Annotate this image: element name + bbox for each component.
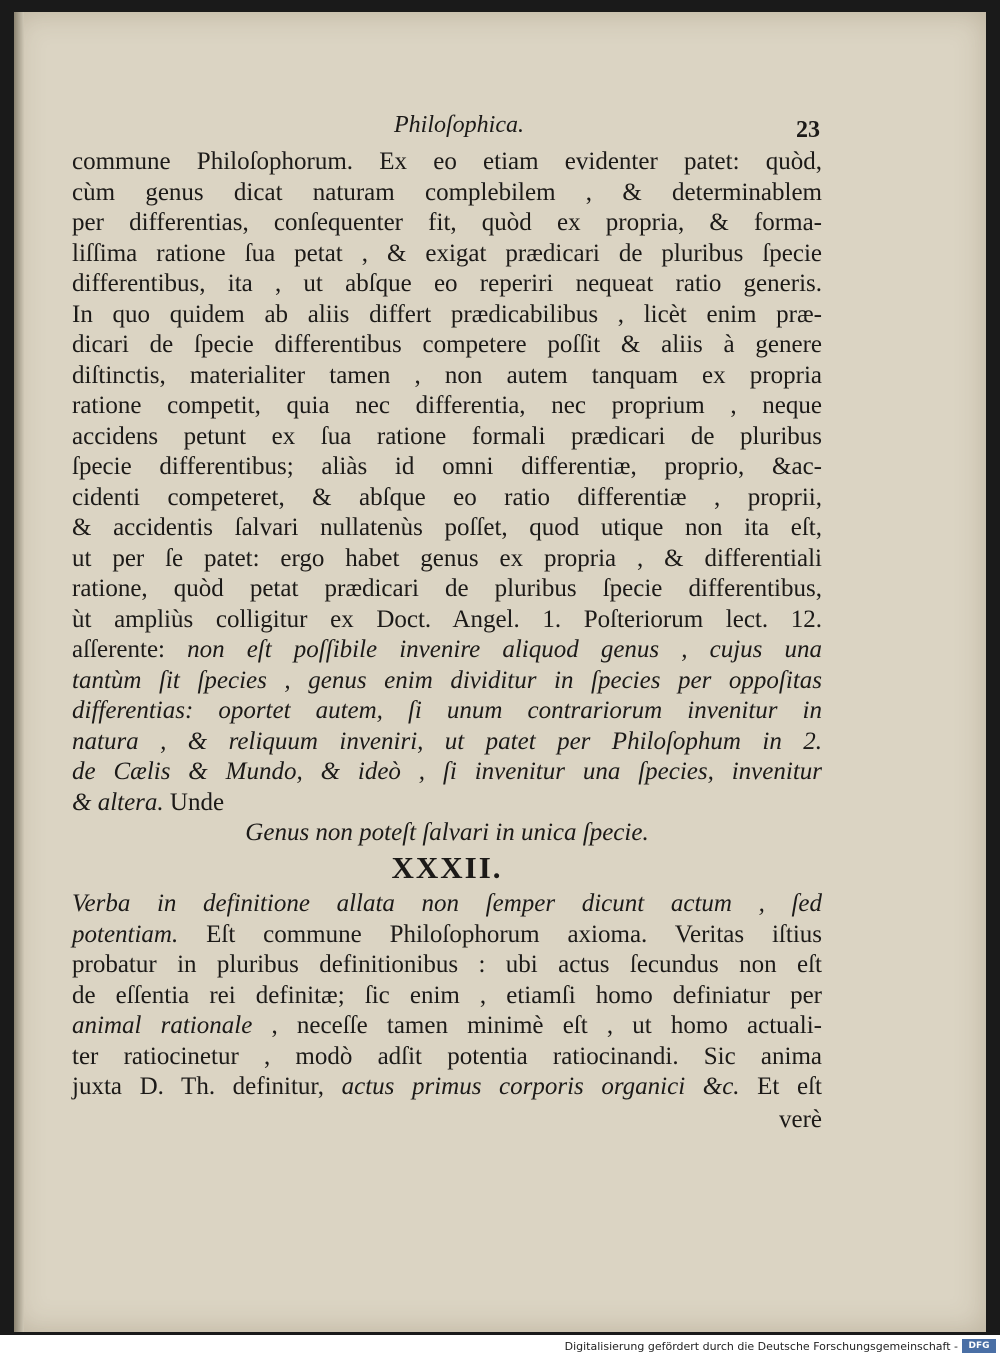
text-line: differentibus, ita , ut abſque eo reperiri nequeat ratio generis. (72, 270, 822, 297)
text-line: ùt ampliùs colligitur ex Doct. Angel. 1. Poſteriorum lect. 12. (72, 605, 822, 633)
text-line: ſpecie differentibus; aliàs id omni differentiæ, proprio, &ac- (72, 453, 822, 480)
text-line: liſſima ratione ſua petat , & exigat prædicari de pluribus ſpecie (72, 239, 822, 267)
text-run: juxta D. Th. definitur, (72, 1073, 342, 1100)
italic-quote-line: tantùm ſit ſpecies , genus enim dividitur in ſpecies per oppoſitas (72, 666, 822, 694)
text-line: per differentias, conſequenter fit, quòd ex propria, & forma- (72, 209, 822, 236)
running-head: Philoſophica. (394, 112, 524, 138)
dfg-logo-icon: DFG (962, 1339, 996, 1353)
text-line: accidens petunt ex ſua ratione formali prædicari de pluribus (72, 422, 822, 450)
text-line: cùm genus dicat naturam complebilem , & determinablem (72, 178, 822, 206)
italic-quote-line: differentias: oportet autem, ſi unum contrariorum invenitur in (72, 697, 822, 724)
text-run: , neceſſe tamen minimè eſt , ut homo actuali- (252, 1012, 822, 1039)
italic-term: potentiam. (72, 920, 179, 948)
text-line: & accidentis ſalvari nullatenùs poſſet, quod utique non ita eſt, (72, 514, 822, 541)
italic-quote: non eſt poſſibile invenire aliquod genus , cujus una (187, 636, 822, 663)
page-number: 23 (796, 117, 820, 143)
text-line (72, 920, 822, 951)
book-page (14, 12, 986, 1332)
italic-quote-line: natura , & reliquum inveniri, ut patet per Philoſophum in 2. (72, 727, 822, 755)
catchword: verè (778, 1105, 822, 1133)
funding-credit: Digitalisierung gefördert durch die Deutsche Forschungsgemeinschaft - (564, 1340, 958, 1353)
text-line: ter ratiocinetur , modò adſit potentia ratiocinandi. Sic anima (72, 1042, 822, 1070)
text-line: In quo quidem ab aliis differt prædicabilibus , licèt enim præ- (72, 300, 822, 328)
text-run: Eſt commune Philoſophorum axioma. Veritas iſtius (178, 920, 822, 948)
text-line: ut per ſe patet: ergo habet genus ex propria , & differentiali (72, 544, 822, 572)
footer-bar (0, 1335, 1000, 1359)
text-line: de eſſentia rei definitæ; ſic enim , etiamſi homo definiatur per (72, 981, 822, 1009)
text-line: ratione, quòd petat prædicari de pluribus ſpecie differentibus, (72, 575, 822, 602)
italic-quote: & altera. (72, 788, 164, 816)
text-line: ratione competit, quia nec differentia, nec proprium , neque (72, 392, 822, 419)
italic-term: actus primus corporis organici &c. (341, 1073, 740, 1100)
text-line (72, 635, 822, 666)
body-text (72, 147, 822, 1135)
text-line (72, 788, 822, 819)
page-edge (14, 12, 24, 1332)
text-run: Unde (163, 788, 225, 816)
text-line (72, 1011, 822, 1042)
text-line: cidenti competeret, & abſque eo ratio differentiæ , proprii, (72, 483, 822, 511)
text-run: Et eſt (739, 1073, 822, 1100)
italic-quote-line: de Cælis & Mundo, & ideò , ſi invenitur una ſpecies, invenitur (72, 758, 822, 785)
section-thesis-line: Verba in definitione allata non ſemper dicunt actum , ſed (72, 890, 822, 917)
conclusion-line: Genus non poteſt ſalvari in unica ſpecie. (245, 819, 649, 846)
text-line: dicari de ſpecie differentibus competere poſſit & aliis à genere (72, 331, 822, 358)
text-run: aſſerente: (72, 636, 188, 663)
text-line: diſtinctis, materialiter tamen , non autem tanquam ex propria (72, 361, 822, 389)
text-line (72, 1072, 822, 1103)
text-line: probatur in pluribus definitionibus : ubi actus ſecundus non eſt (72, 951, 822, 978)
text-line: commune Philoſophorum. Ex eo etiam evidenter patet: quòd, (72, 148, 822, 175)
italic-term: animal rationale (72, 1012, 253, 1039)
section-heading: XXXII. (391, 849, 503, 885)
